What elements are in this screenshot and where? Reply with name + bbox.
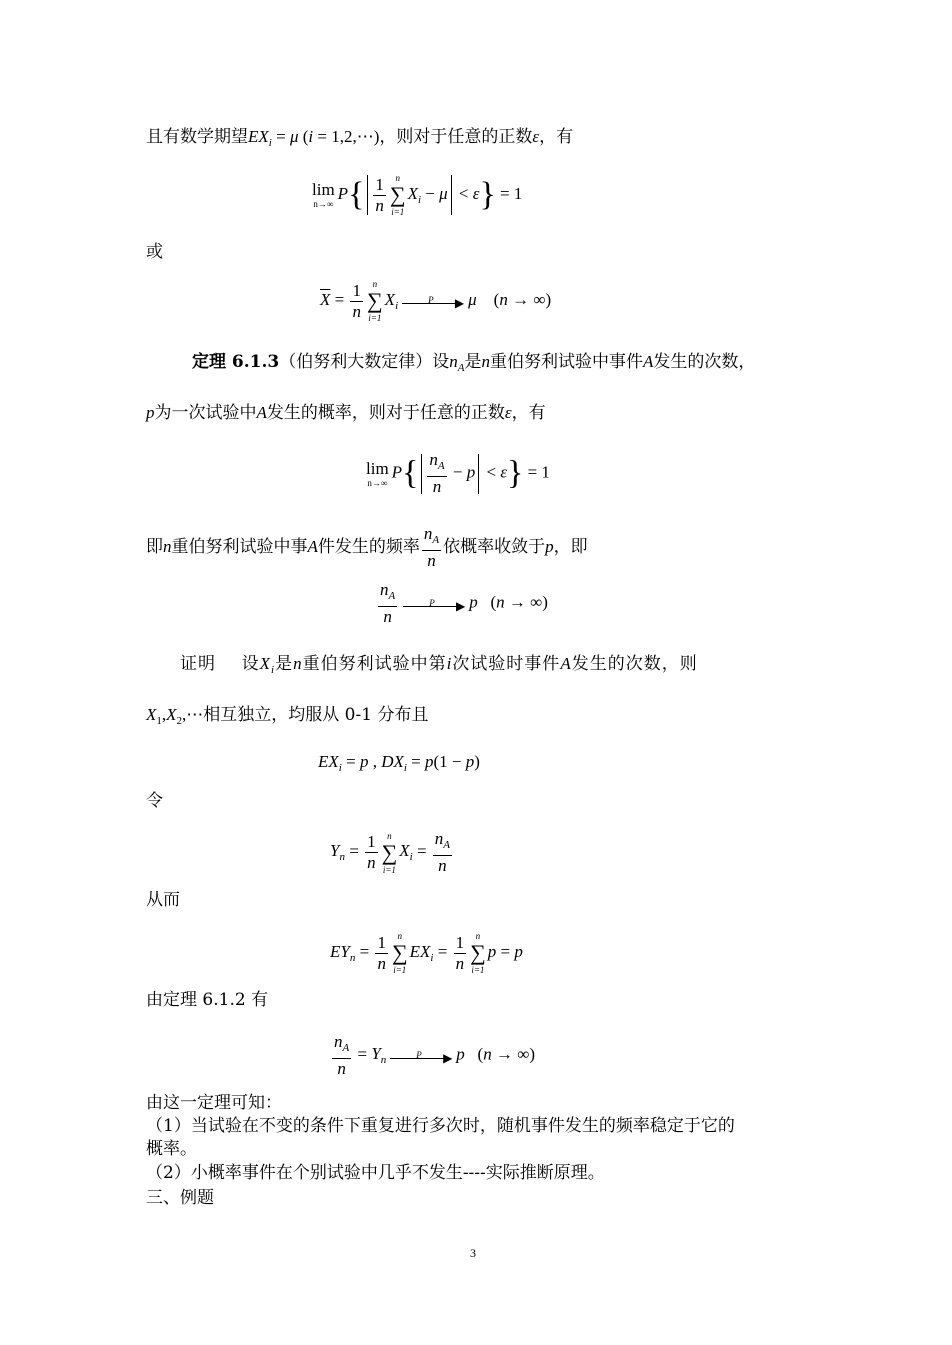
text-or: 或 xyxy=(146,242,163,262)
text-item-1a: （1）当试验在不变的条件下重复进行多次时，随机事件发生的频率稳定于它的 xyxy=(146,1116,735,1136)
text-conclusion: 由这一定理可知： xyxy=(146,1093,282,1113)
text-item-2: （2）小概率事件在个别试验中几乎不发生----实际推断原理。 xyxy=(146,1163,605,1183)
text-line-independent: $X_1,X_2,\cdots$相互独立，均服从 0-1 分布且 xyxy=(146,705,429,727)
text-line-frequency: 即n重伯努利试验中事A件发生的频率 $\frac{n_A}{n}$ 依概率收敛于p，即 xyxy=(146,524,588,570)
formula-final-convergence: $\frac{n_A}{n}$ = $Y_n$ P ▶ p (n → ∞) xyxy=(334,1032,535,1078)
section-heading-examples: 三、例题 xyxy=(146,1188,214,1208)
text-item-1b: 概率。 xyxy=(146,1139,197,1159)
formula-expectation-variance: $EX_i = p$ , $DX_i = p(1 - p)$ xyxy=(318,752,480,774)
formula-eyn: $EY_n$ = $\frac{1}{n}$ n ∑ i=1 $EX_i$ = $\frac{1}{n}$ n ∑ i=1 p = p xyxy=(330,931,523,975)
page-number: 3 xyxy=(470,1246,476,1260)
formula-sample-mean-convergence: $\overline{X}$ = $\frac{1}{n}$ n ∑ i=1 $X_i$ P ▶ μ (n → ∞) xyxy=(320,279,552,323)
text-line-expectation: 且有数学期望$EX_i = \mu$ (i = 1,2,⋯)，则对于任意的正数ε，有 xyxy=(146,127,574,149)
formula-yn-definition: $Y_n$ = $\frac{1}{n}$ n ∑ i=1 $X_i$ = $\frac{n_A}{n}$ xyxy=(330,829,451,875)
text-thus: 从而 xyxy=(146,890,180,910)
proof-line: 证明 设$X_i$是n重伯努利试验中第i次试验时事件A发生的次数，则 xyxy=(180,654,698,676)
text-by-theorem: 由定理 6.1.2 有 xyxy=(146,990,269,1010)
text-line-probability: p为一次试验中A发生的概率，则对于任意的正数ε，有 xyxy=(146,403,546,423)
formula-frequency-convergence: $\frac{n_A}{n}$ P ▶ p (n → ∞) xyxy=(380,580,548,626)
formula-limit-mean: lim n→∞ P{ $\frac{1}{n}$ n ∑ i=1 $X_i - \mu < \varepsilon\} = 1$ xyxy=(312,173,523,217)
theorem-heading: 定理 6.1.3（伯努利大数定律）设$n_A$是n重伯努利试验中事件A发生的次数， xyxy=(192,352,756,374)
text-let: 令 xyxy=(146,791,163,811)
formula-bernoulli-limit: lim n→∞ P{ $\frac{n_A}{n}$ − p < ε} = 1 xyxy=(366,450,550,496)
